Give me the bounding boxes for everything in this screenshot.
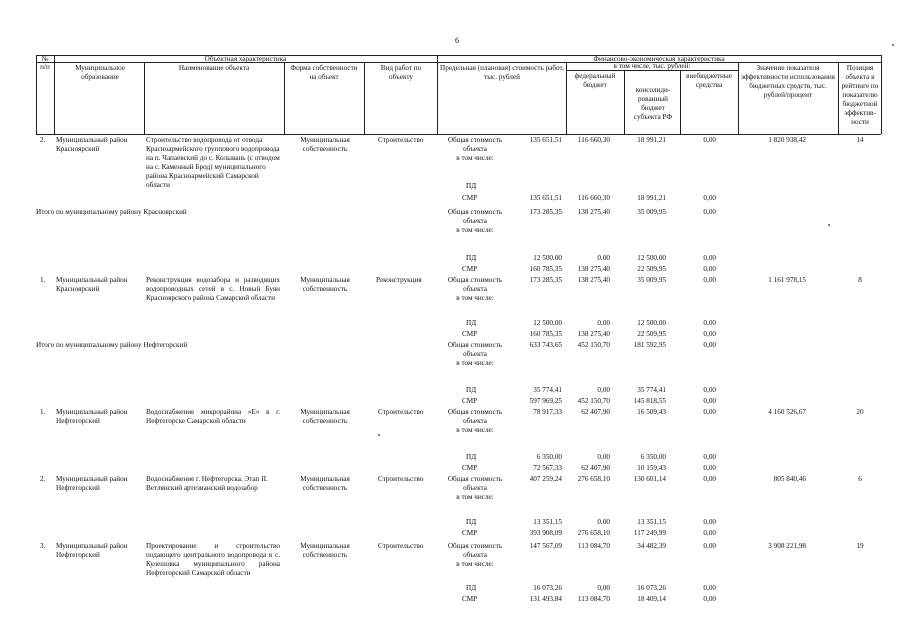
total-consolidated: 181 592,95: [633, 341, 666, 349]
row-pd-offbudget: 0,00: [703, 319, 716, 327]
row-total-cost: 135 651,51: [529, 136, 562, 144]
row-total-cost: 173 285,35: [529, 276, 562, 284]
row-name: Водоснабжение микрорайона «Е» в г. Нефтегорске Самарской области: [146, 408, 280, 425]
header-num: №: [41, 55, 49, 63]
row-position: 6: [858, 475, 862, 483]
row-total-consolidated: 18 991,21: [637, 136, 666, 144]
col-line: [364, 62, 365, 134]
header-bottom-line: [36, 134, 881, 135]
row-position: 14: [856, 136, 864, 144]
row-mun: Муниципальный район Нефтегорский: [56, 542, 128, 559]
row-total-label: Общая стоимость объекта в том числе:: [447, 136, 503, 162]
total-smr-label: СМР: [462, 397, 478, 405]
row-total-offbudget: 0,00: [703, 136, 716, 144]
total-federal: 452 150,70: [577, 341, 610, 349]
total-cost-label: Общая стоимость объекта в том числе:: [447, 208, 503, 234]
row-num: 3.: [40, 542, 46, 550]
header-consolidated: консолиди-рованный бюджет субъекта РФ: [633, 86, 673, 121]
total-offbudget: 0,00: [703, 341, 716, 349]
total-pd-label: ПД: [466, 254, 477, 262]
total-label: Итого по муниципальному району Нефтегорский: [36, 341, 188, 349]
scan-speck: [828, 224, 830, 226]
row-mun: Муниципальный район Нефтегорский: [56, 475, 128, 492]
row-smr-federal: 62 407,90: [581, 464, 610, 472]
row-num: 1.: [40, 408, 46, 416]
total-federal: 138 275,40: [577, 208, 610, 216]
row-smr-offbudget: 0,00: [703, 529, 716, 537]
row-ownership: Муниципальная собственность: [300, 136, 350, 153]
header-position: Позиция объекта в рейтинге по показателю бюджетной эффектив-ности: [841, 64, 879, 126]
row-total-label: Общая стоимость объекта в том числе:: [447, 542, 503, 568]
row-pd-label: ПД: [466, 518, 477, 526]
total-offbudget: 0,00: [703, 208, 716, 216]
row-position: 19: [856, 542, 864, 550]
row-pd-label: ПД: [466, 319, 477, 327]
total-smr-offbudget: 0,00: [703, 265, 716, 273]
row-smr-label: СМР: [462, 464, 478, 472]
col-line: [738, 62, 739, 134]
total-smr-cost: 160 785,35: [529, 265, 562, 273]
row-total-consolidated: 130 601,14: [633, 475, 666, 483]
total-pd-federal: 0,00: [597, 386, 610, 394]
total-smr-federal: 452 150,70: [577, 397, 610, 405]
total-pd-offbudget: 0,00: [703, 386, 716, 394]
row-smr-federal: 276 658,10: [577, 529, 610, 537]
row-mun: Муниципальный район Нефтегорский: [56, 408, 128, 425]
row-total-cost: 407 259,24: [529, 475, 562, 483]
col-line: [437, 55, 438, 134]
row-total-label: Общая стоимость объекта в том числе:: [447, 475, 503, 501]
row-pd-federal: 0,00: [597, 518, 610, 526]
scan-speck: [378, 434, 380, 436]
header-name: Наименование объекта: [178, 64, 250, 72]
row-total-cost: 147 567,09: [529, 542, 562, 550]
row-name: Реконструкция водозабора и разводящих водопроводных сетей в с. Новый Буян Красноярского района Самарской области: [146, 276, 280, 302]
row-position: 20: [856, 408, 864, 416]
row-mun: Муниципальный район Красноярский: [56, 136, 128, 153]
header-incl: в том числе, тыс. рублей:: [613, 62, 691, 70]
row-num: 1.: [40, 276, 46, 284]
header-indicator: Значение показателя эффективности использования бюджетных средств, тыс. рублей/процент: [740, 64, 835, 99]
row-works: Реконструкция: [376, 276, 422, 284]
row-indicator: 3 908 221,98: [768, 542, 806, 550]
row-total-federal: 116 660,30: [577, 136, 610, 144]
row-smr-cost: 393 908,09: [529, 529, 562, 537]
row-pd-cost: 6 350,00: [536, 453, 562, 461]
total-pd-cost: 12 500,00: [533, 254, 562, 262]
header-fin-char: Финансово-экономическая характеристика: [593, 55, 725, 63]
header-limit: Предельная (плановая) стоимость работ, тыс. рублей: [440, 64, 564, 81]
row-pd-consolidated: 6 350,00: [640, 453, 666, 461]
row-num: 2.: [40, 136, 46, 144]
row-smr-consolidated: 117 249,99: [633, 529, 666, 537]
row-total-label: Общая стоимость объекта в том числе:: [447, 408, 503, 434]
row-pd-consolidated: 12 500,00: [637, 319, 666, 327]
row-smr-federal: 113 084,70: [577, 595, 610, 603]
row-pd-offbudget: 0,00: [703, 518, 716, 526]
row-name: Водоснабжение г. Нефтегорска. Этап II. Ветлянский артезианский водозабор: [146, 475, 268, 492]
row-indicator: 4 160 526,67: [768, 408, 806, 416]
row-smr-label: СМР: [462, 194, 478, 202]
total-smr-consolidated: 22 509,95: [637, 265, 666, 273]
total-smr-label: СМР: [462, 265, 478, 273]
row-total-offbudget: 0,00: [703, 475, 716, 483]
row-ownership: Муниципальная собственность: [300, 276, 350, 293]
row-total-offbudget: 0,00: [703, 408, 716, 416]
row-smr-label: СМР: [462, 595, 478, 603]
row-num: 2.: [40, 475, 46, 483]
header-ownership: Форма собственности на объект: [290, 64, 358, 81]
row-total-consolidated: 34 482,39: [637, 542, 666, 550]
row-pd-consolidated: 16 073,26: [637, 584, 666, 592]
row-ownership: Муниципальная собственность: [300, 475, 350, 492]
row-smr-label: СМР: [462, 529, 478, 537]
row-smr-offbudget: 0,00: [703, 595, 716, 603]
header-federal: федеральный бюджет: [574, 72, 616, 89]
row-total-federal: 138 275,40: [577, 276, 610, 284]
row-pd-federal: 0,00: [597, 319, 610, 327]
row-pd-consolidated: 13 351,15: [637, 518, 666, 526]
total-cost: 173 285,35: [529, 208, 562, 216]
total-smr-offbudget: 0,00: [703, 397, 716, 405]
row-smr-offbudget: 0,00: [703, 330, 716, 338]
total-pd-federal: 0,00: [597, 254, 610, 262]
row-smr-label: СМР: [462, 330, 478, 338]
row-smr-cost: 160 785,35: [529, 330, 562, 338]
row-total-offbudget: 0,00: [703, 542, 716, 550]
total-pd-consolidated: 35 774,41: [637, 386, 666, 394]
row-position: 8: [858, 276, 862, 284]
total-label: Итого по муниципальному району Красноярский: [36, 208, 187, 216]
total-smr-federal: 138 275,40: [577, 265, 610, 273]
total-smr-cost: 597 969,25: [529, 397, 562, 405]
row-total-federal: 62 407,90: [581, 408, 610, 416]
row-works: Строительство: [378, 136, 424, 144]
row-smr-consolidated: 22 509,95: [637, 330, 666, 338]
row-total-label: Общая стоимость объекта в том числе:: [447, 276, 503, 302]
col-line: [566, 62, 567, 134]
col-line: [284, 62, 285, 134]
row-indicator: 1 161 978,15: [768, 276, 806, 284]
total-cost-label: Общая стоимость объекта в том числе:: [447, 341, 503, 367]
page-number: 6: [455, 36, 459, 45]
total-smr-consolidated: 145 818,55: [633, 397, 666, 405]
row-smr-federal: 116 660,30: [577, 194, 610, 202]
scan-speck: [892, 44, 894, 46]
row-pd-label: ПД: [466, 182, 477, 190]
row-pd-offbudget: 0,00: [703, 453, 716, 461]
row-total-cost: 78 917,33: [533, 408, 562, 416]
header-works: Вид работ по объекту: [380, 64, 422, 81]
row-pd-offbudget: 0,00: [703, 584, 716, 592]
row-name: Строительство водопровода от отвода Красноармейского группового водопровода на п. Чапаевский до с. Колывань (с отводом на с. Каменный Брод) муниципального района Красноармейский Самарской области: [146, 136, 280, 189]
row-total-offbudget: 0,00: [703, 276, 716, 284]
row-works: Строительство: [378, 475, 424, 483]
row-smr-cost: 135 651,51: [529, 194, 562, 202]
row-total-consolidated: 35 009,95: [637, 276, 666, 284]
row-pd-cost: 12 500,00: [533, 319, 562, 327]
row-smr-offbudget: 0,00: [703, 194, 716, 202]
header-offbudget: внебюджетные средства: [686, 72, 732, 89]
row-name: Проектирование и строительство подающего центрального водопровода в с. Кулешовка муниципального района Нефтегорский Самарской области: [146, 542, 280, 577]
col-line: [680, 70, 681, 134]
row-smr-consolidated: 10 159,43: [637, 464, 666, 472]
row-ownership: Муниципальная собственность: [300, 542, 350, 559]
row-pd-cost: 16 073,26: [533, 584, 562, 592]
row-indicator: 1 820 938,42: [768, 136, 806, 144]
row-smr-cost: 131 493,84: [529, 595, 562, 603]
row-pd-federal: 0,00: [597, 584, 610, 592]
total-consolidated: 35 009,95: [637, 208, 666, 216]
row-works: Строительство: [378, 408, 424, 416]
total-pd-label: ПД: [466, 386, 477, 394]
row-smr-offbudget: 0,00: [703, 464, 716, 472]
row-works: Строительство: [378, 542, 424, 550]
row-pd-label: ПД: [466, 453, 477, 461]
col-line: [54, 55, 55, 134]
header-pp: п/п: [40, 63, 50, 71]
row-smr-cost: 72 567,33: [533, 464, 562, 472]
row-pd-label: ПД: [466, 584, 477, 592]
total-pd-offbudget: 0,00: [703, 254, 716, 262]
header-mun: Муниципальное образование: [75, 64, 125, 81]
header-object-char: Объектная характеристика: [204, 55, 287, 63]
row-indicator: 805 840,46: [773, 475, 806, 483]
row-total-federal: 276 658,10: [577, 475, 610, 483]
row-mun: Муниципальный район Красноярский: [56, 276, 128, 293]
col-line: [624, 70, 625, 134]
row-ownership: Муниципальная собственность: [300, 408, 350, 425]
total-pd-cost: 35 774,41: [533, 386, 562, 394]
total-pd-consolidated: 12 500,00: [637, 254, 666, 262]
row-pd-cost: 13 351,15: [533, 518, 562, 526]
row-smr-federal: 138 275,40: [577, 330, 610, 338]
row-total-consolidated: 16 509,43: [637, 408, 666, 416]
col-line: [881, 55, 882, 134]
row-total-federal: 113 084,70: [577, 542, 610, 550]
row-pd-federal: 0,00: [597, 453, 610, 461]
total-cost: 633 743,65: [529, 341, 562, 349]
row-smr-consolidated: 18 991,21: [637, 194, 666, 202]
row-smr-consolidated: 18 409,14: [637, 595, 666, 603]
col-line: [144, 62, 145, 134]
